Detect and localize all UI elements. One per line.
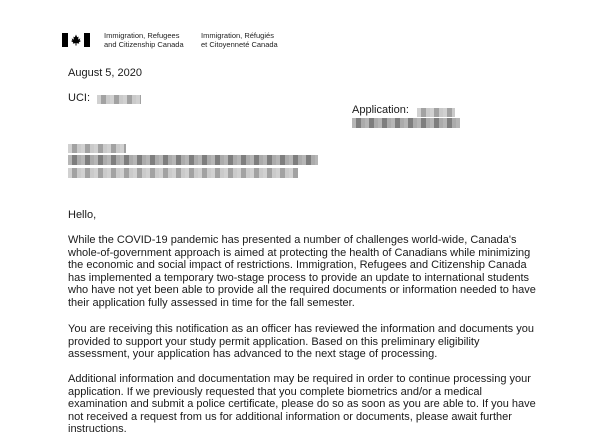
department-en-line2: and Citizenship Canada [104,40,184,49]
department-fr-line1: Immigration, Réfugiés [201,31,274,40]
redacted-address-line1 [68,144,126,153]
paragraph-1: While the COVID-19 pandemic has presented a number of challenges world-wide, Canada's whole-of-government approach is aimed at protecting the health of Canadians while minimizing the economic and social impact of restrictions. Immigration, Refugees and Citizenship Canada has implemented a temporary two-stage process to provide an update to international students who have not yet been able to provide all the required documents or information needed to have their application fully assessed in time for the fall semester. [68,234,536,309]
department-en-line1: Immigration, Refugees [104,31,180,40]
paragraph-3: Additional information and documentation may be required in order to continue processing your application. If we previously requested that you complete biometrics and/or a medical examination and submit a police certificate, please do so as soon as you are able to. If you have not received a request from us for additional information or documents, please await further instructions. [68,373,536,436]
redacted-uci [97,95,141,104]
department-name-english [104,31,184,49]
department-name-french [201,31,278,49]
department-fr-line2: et Citoyenneté Canada [201,40,278,49]
paragraph-2: You are receiving this notification as an officer has reviewed the information and documents you provided to support your study permit application. Based on this preliminary eligibility assessment, your application has advanced to the next stage of processing. [68,323,534,361]
redacted-address-line2 [68,155,318,165]
application-label: Application: [352,104,409,116]
redacted-application-line2 [352,118,460,128]
redacted-address-line3 [68,168,298,178]
uci-label: UCI: [68,92,90,104]
canada-flag-icon [62,33,90,47]
greeting: Hello, [68,209,97,221]
redacted-application-number [417,108,455,117]
letter-date: August 5, 2020 [68,67,143,79]
